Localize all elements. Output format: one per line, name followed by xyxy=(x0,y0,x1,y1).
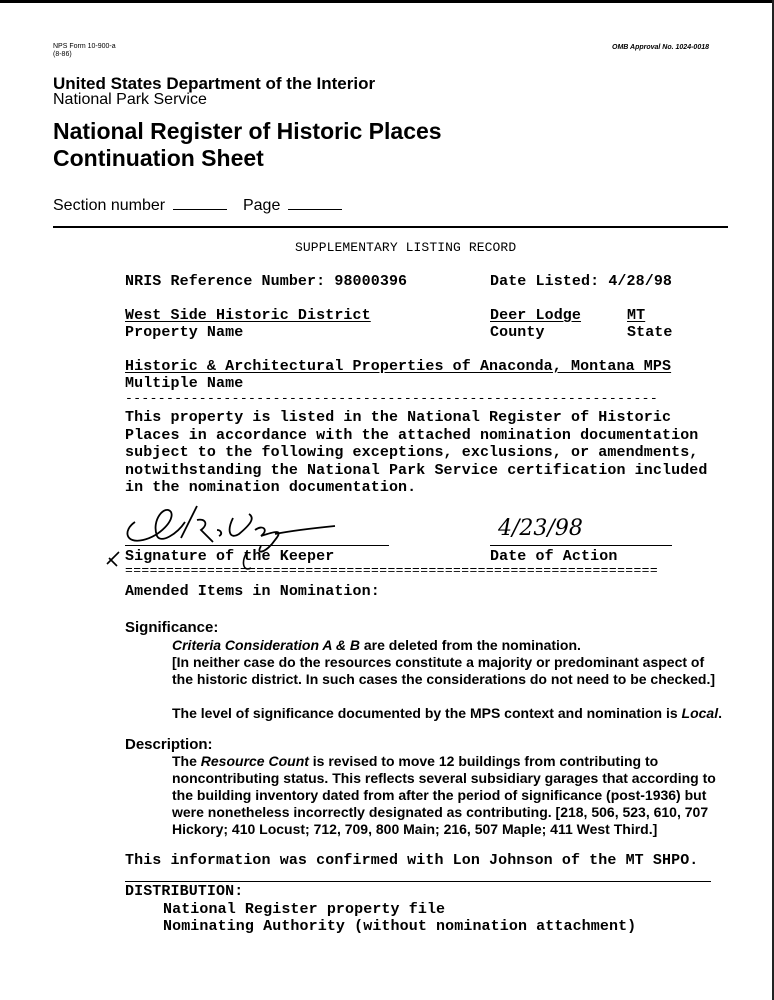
distribution-item: National Register property file xyxy=(163,901,446,918)
state-label: State xyxy=(627,324,673,341)
multiple-name-label: Multiple Name xyxy=(125,375,244,392)
multiple-name-value: Historic & Architectural Properties of Anaconda, Montana MPS xyxy=(125,358,672,375)
date-of-action-handwritten: 4/23/98 xyxy=(498,516,583,541)
confirmation-note: This information was confirmed with Lon Johnson of the MT SHPO. xyxy=(125,852,699,869)
distribution-heading: DISTRIBUTION: xyxy=(125,883,244,900)
distribution-item: Nominating Authority (without nomination attachment) xyxy=(163,918,637,935)
record-heading: SUPPLEMENTARY LISTING RECORD xyxy=(295,240,517,255)
footer-divider xyxy=(125,881,711,882)
listing-statement: This property is listed in the National Register of Historic Places in accordance with the attached nomination documentation subject to the following exceptions, exclusions, or amendments, notwithstanding the National Park Service certification included in the nomination documentation. xyxy=(125,409,708,496)
date-listed: Date Listed: 4/28/98 xyxy=(490,273,673,290)
nris-reference: NRIS Reference Number: 98000396 xyxy=(125,273,408,290)
state-value: MT xyxy=(627,307,646,324)
description-heading: Description: xyxy=(125,736,213,753)
significance-heading: Significance: xyxy=(125,619,219,636)
department-name: United States Department of the Interior xyxy=(53,74,376,93)
service-name: National Park Service xyxy=(53,91,207,108)
double-rule: ================================================================= xyxy=(125,563,659,578)
county-value: Deer Lodge xyxy=(490,307,582,324)
description-body: The Resource Count is revised to move 12 buildings from contributing to noncontributing status. This reflects several subsidiary garages that according to the building inventory dated from after the period of significance (post-1936) but were nonetheless incorrectly designated as contributing. [218, 506, 523, 610, 707 Hickory; 410 Locust; 712, 709, 800 Main; 216, 507 Maple; 411 West Third.] xyxy=(172,753,716,837)
amended-heading: Amended Items in Nomination: xyxy=(125,583,380,600)
property-name-label: Property Name xyxy=(125,324,244,341)
dash-rule: ----------------------------------------------------------------- xyxy=(125,391,659,406)
section-number-field: Section number Page xyxy=(53,197,342,215)
omb-approval: OMB Approval No. 1024-0018 xyxy=(612,44,709,51)
page-top-border xyxy=(0,0,774,3)
signature-line xyxy=(125,545,389,546)
property-name-value: West Side Historic District xyxy=(125,307,371,324)
header-divider xyxy=(53,226,728,228)
county-label: County xyxy=(490,324,545,341)
date-action-label: Date of Action xyxy=(490,548,618,565)
significance-body: Criteria Consideration A & B are deleted from the nomination. [In neither case do the resources constitute a majority or predominant aspect of the historic district. In such cases the considerations do not need to be checked.] The level of significance documented by the MPS context and nomination is Local. xyxy=(172,637,722,721)
form-number: NPS Form 10-900-a (8-86) xyxy=(53,43,116,58)
signature-label: Signature of the Keeper xyxy=(125,548,335,565)
page-title: National Register of Historic Places Continuation Sheet xyxy=(53,118,442,171)
date-line xyxy=(490,545,672,546)
